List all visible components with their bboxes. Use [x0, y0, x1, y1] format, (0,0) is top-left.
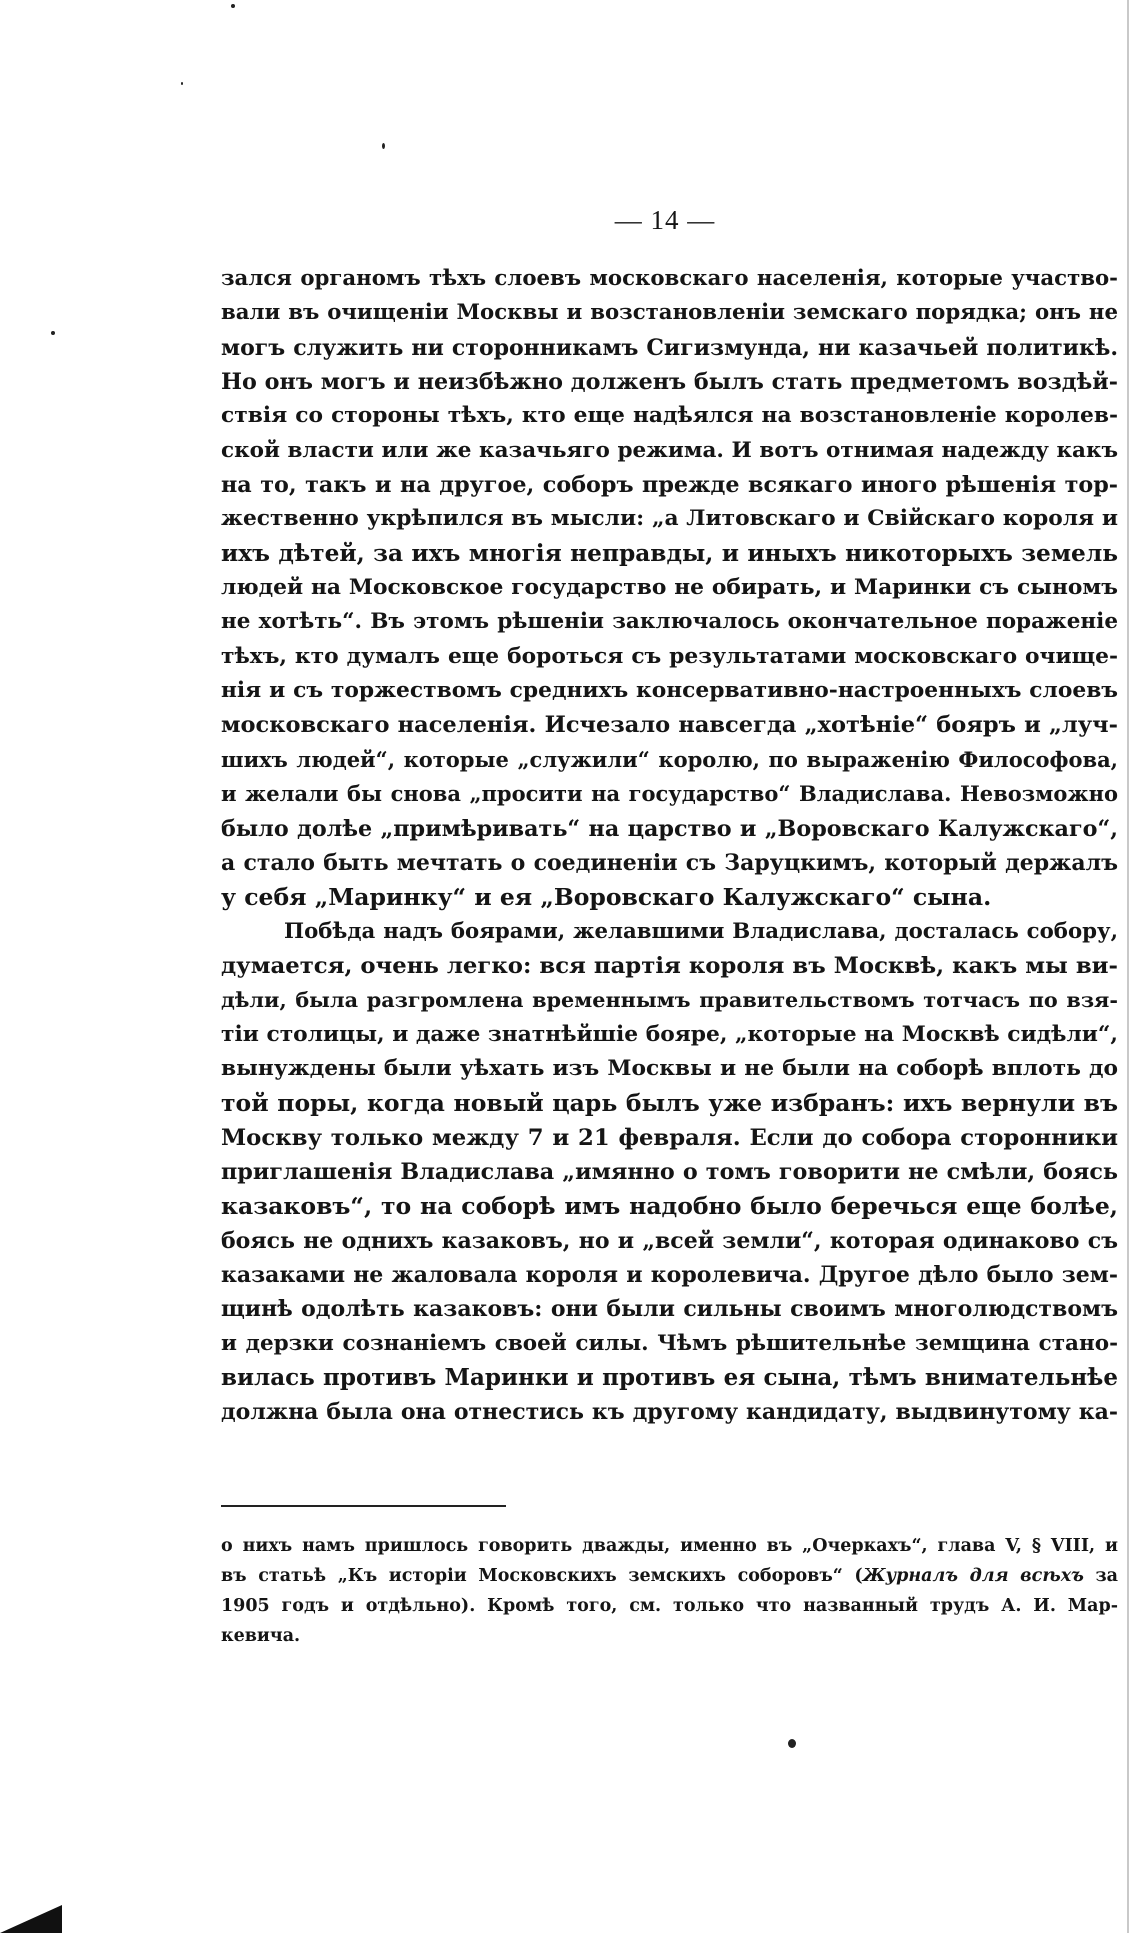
ink-speck: [181, 82, 183, 85]
text-line: Но онъ могъ и неизбѣжно долженъ былъ стать предметомъ воздѣй-: [221, 369, 1118, 396]
text-line: приглашенія Владислава „имянно о томъ говорити не смѣли, боясь: [221, 1158, 1118, 1185]
text-line: жественно укрѣпился въ мысли: „а Литовскаго и Свійскаго короля и: [221, 506, 1118, 532]
text-line: щинѣ одолѣть казаковъ: они были сильны своимъ многолюдствомъ: [221, 1296, 1118, 1323]
text-line: ствія со стороны тѣхъ, кто еще надѣялся на возстановленіе королев-: [221, 403, 1118, 429]
ink-speck: [231, 4, 235, 8]
page-edge: [1127, 0, 1129, 1933]
text-line: могъ служить ни сторонникамъ Сигизмунда, ни казачьей политикѣ.: [221, 334, 1118, 361]
text-line: вали въ очищеніи Москвы и возстановленіи земскаго порядка; онъ не: [221, 300, 1118, 326]
text-line: той поры, когда новый царь былъ уже избранъ: ихъ вернули въ: [221, 1089, 1118, 1118]
text-line: дѣли, была разгромлена временнымъ правительствомъ тотчасъ по взя-: [221, 988, 1118, 1013]
text-line: и дерзки сознаніемъ своей силы. Чѣмъ рѣшительнѣе земщина стано-: [221, 1330, 1118, 1356]
text-line: на то, такъ и на другое, соборъ прежде всякаго иного рѣшенія тор-: [221, 472, 1118, 499]
corner-mark: [0, 1905, 62, 1933]
text-line: людей на Московское государство не обирать, и Маринки съ сыномъ: [221, 575, 1118, 601]
text-line: ской власти или же казачьяго режима. И вотъ отнимая надежду какъ: [221, 437, 1118, 463]
text-line: а стало быть мечтать о соединеніи съ Заруцкимъ, который держалъ: [221, 849, 1118, 876]
text-line: нія и съ торжествомъ среднихъ консервативно-настроенныхъ слоевъ: [221, 678, 1118, 704]
text-line: и желали бы снова „просити на государство“ Владислава. Невозможно: [221, 781, 1118, 807]
text-line: думается, очень легко: вся партія короля въ Москвѣ, какъ мы ви-: [221, 952, 1118, 979]
text-line: шихъ людей“, которые „служили“ королю, по выраженію Философова,: [221, 746, 1118, 772]
paragraph-first-line: Побѣда надъ боярами, желавшими Владислава, досталась собору,: [284, 918, 1118, 944]
text-line: казаковъ“, то на соборѣ имъ надобно было беречься еще болѣе,: [221, 1192, 1118, 1221]
footnote-line: кевича.: [221, 1626, 301, 1646]
text-line: у себя „Маринку“ и ея „Воровскаго Калужскаго“ сына.: [221, 883, 992, 912]
ink-speck: [788, 1739, 796, 1748]
footnote-rule: [221, 1505, 506, 1507]
text-line: должна была она отнестись къ другому кандидату, выдвинутому ка-: [221, 1399, 1118, 1426]
footnote: [221, 1531, 1118, 1651]
text-line: казаками не жаловала короля и королевича. Другое дѣло было зем-: [221, 1261, 1118, 1288]
text-line: вилась противъ Маринки и противъ ея сына, тѣмъ внимательнѣе: [221, 1364, 1118, 1391]
text-line: было долѣе „примѣривать“ на царство и „Воровскаго Калужскаго“,: [221, 815, 1118, 842]
text-line: вынуждены были уѣхать изъ Москвы и не были на соборѣ вплоть до: [221, 1055, 1118, 1081]
text-line: боясь не однихъ казаковъ, но и „всей земли“, которая одинаково съ: [221, 1227, 1118, 1254]
text-line: не хотѣть“. Въ этомъ рѣшеніи заключалось окончательное пораженіе: [221, 609, 1118, 635]
text-line: ихъ дѣтей, за ихъ многія неправды, и иныхъ никоторыхъ земель: [221, 539, 1118, 567]
footnote-text: за: [1083, 1566, 1118, 1586]
journal-title: Журналъ для всѣхъ: [862, 1566, 1084, 1586]
ink-speck: [382, 143, 385, 149]
text-line: тѣхъ, кто думалъ еще бороться съ результатами московскаго очище-: [221, 643, 1118, 669]
footnote-line: [221, 1561, 1118, 1591]
text-line: московскаго населенія. Исчезало навсегда „хотѣніе“ бояръ и „луч-: [221, 712, 1118, 739]
text-line: зался органомъ тѣхъ слоевъ московскаго населенія, которые участво-: [221, 266, 1118, 291]
footnote-line: 1905 годъ и отдѣльно). Кромѣ того, см. только что названный трудъ А. И. Мар-: [221, 1596, 1118, 1616]
text-line: тіи столицы, и даже знатнѣйшіе бояре, „которые на Москвѣ сидѣли“,: [221, 1021, 1118, 1047]
footnote-text: въ статьѣ „Къ исторіи Московскихъ земскихъ соборовъ“ (: [221, 1566, 863, 1586]
page-number: — 14 —: [614, 205, 716, 235]
body-text: [221, 262, 1118, 1430]
text-line: Москву только между 7 и 21 февраля. Если до собора сторонники: [221, 1124, 1118, 1151]
ink-speck: [51, 331, 55, 335]
footnote-line: о нихъ намъ пришлось говорить дважды, именно въ „Очеркахъ“, глава V, § VIII, и: [221, 1536, 1118, 1556]
